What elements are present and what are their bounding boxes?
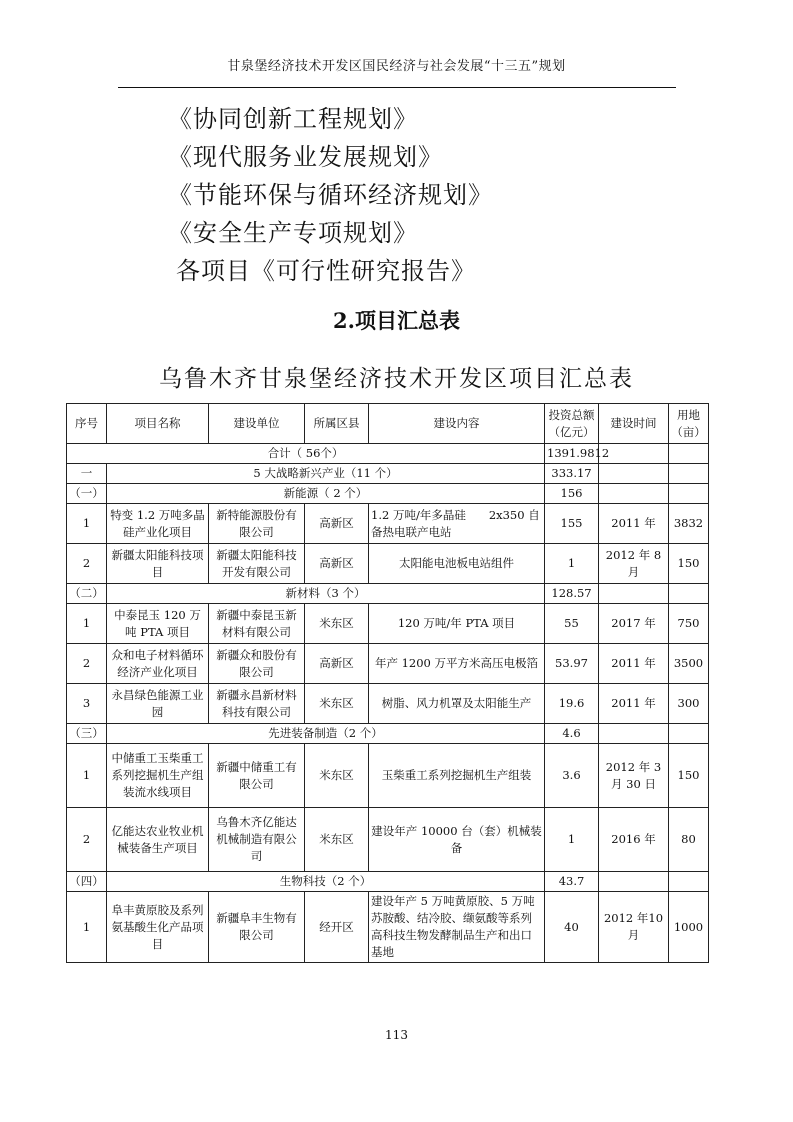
empty-cell: [599, 584, 669, 604]
project-name: 特变 1.2 万吨多晶硅产业化项目: [107, 504, 209, 544]
table-row: [67, 892, 709, 963]
header-rule: [118, 87, 676, 88]
district: 米东区: [305, 684, 369, 724]
row-no: 1: [67, 892, 107, 963]
row-no: 1: [67, 604, 107, 644]
construction-unit: 新疆中储重工有限公司: [209, 744, 305, 808]
table-header-row: [67, 404, 709, 444]
category-investment: 333.17: [545, 464, 599, 484]
construction-time: 2012 年 8 月: [599, 544, 669, 584]
table-row-group: [67, 724, 709, 744]
plan-list-item: 《节能环保与循环经济规划》: [168, 181, 493, 209]
district: 米东区: [305, 604, 369, 644]
construction-unit: 新疆永昌新材料科技有限公司: [209, 684, 305, 724]
district: 经开区: [305, 892, 369, 963]
page-header: 甘泉堡经济技术开发区国民经济与社会发展“十三五”规划: [227, 59, 566, 74]
investment: 40: [545, 892, 599, 963]
empty-cell: [599, 484, 669, 504]
empty-cell: [599, 872, 669, 892]
table-row-group: [67, 584, 709, 604]
row-no: 2: [67, 644, 107, 684]
group-label: 先进装备制造（2 个）: [107, 724, 545, 744]
construction-content: 建设年产 5 万吨黄原胶、5 万吨苏胺酸、结冷胶、缬氨酸等系列高科技生物发酵制品生产和出口基地: [369, 892, 545, 963]
category-no: 一: [67, 464, 107, 484]
investment: 1: [545, 808, 599, 872]
table-row: [67, 504, 709, 544]
project-name: 阜丰黄原胶及系列氨基酸生化产品项目: [107, 892, 209, 963]
table-body: [67, 444, 709, 963]
construction-time: 2011 年: [599, 504, 669, 544]
district: 高新区: [305, 544, 369, 584]
construction-content: 玉柴重工系列挖掘机生产组装: [369, 744, 545, 808]
construction-time: 2016 年: [599, 808, 669, 872]
project-name: 众和电子材料循环经济产业化项目: [107, 644, 209, 684]
group-no: （四）: [67, 872, 107, 892]
district: 米东区: [305, 744, 369, 808]
category-label: 5 大战略新兴产业（11 个）: [107, 464, 545, 484]
header-cell: 建设内容: [369, 404, 545, 444]
table-row: [67, 808, 709, 872]
table-row-group: [67, 484, 709, 504]
land-area: 750: [669, 604, 709, 644]
total-investment: 1391.9812: [545, 444, 599, 464]
table-title: 乌鲁木齐甘泉堡经济技术开发区项目汇总表: [159, 366, 634, 392]
empty-cell: [669, 872, 709, 892]
construction-unit: 新疆中泰昆玉新材料有限公司: [209, 604, 305, 644]
investment: 53.97: [545, 644, 599, 684]
header-cell: 建设时间: [599, 404, 669, 444]
construction-unit: 乌鲁木齐亿能达机械制造有限公司: [209, 808, 305, 872]
construction-content: 树脂、风力机罩及太阳能生产: [369, 684, 545, 724]
construction-unit: 新特能源股份有限公司: [209, 504, 305, 544]
construction-content: 建设年产 10000 台（套）机械装备: [369, 808, 545, 872]
construction-time: 2011 年: [599, 644, 669, 684]
group-investment: 43.7: [545, 872, 599, 892]
total-label: 合计（ 56个）: [67, 444, 545, 464]
construction-time: 2017 年: [599, 604, 669, 644]
header-cell: 投资总额 （亿元）: [545, 404, 599, 444]
plan-list-item: 各项目《可行性研究报告》: [176, 257, 476, 285]
empty-cell: [599, 444, 669, 464]
row-no: 2: [67, 544, 107, 584]
group-investment: 156: [545, 484, 599, 504]
table-row: [67, 644, 709, 684]
investment: 3.6: [545, 744, 599, 808]
group-label: 新材料（3 个）: [107, 584, 545, 604]
empty-cell: [669, 484, 709, 504]
header-cell: 建设单位: [209, 404, 305, 444]
group-label: 生物科技（2 个）: [107, 872, 545, 892]
row-no: 1: [67, 744, 107, 808]
investment: 19.6: [545, 684, 599, 724]
page-number: 113: [385, 1028, 408, 1042]
empty-cell: [669, 464, 709, 484]
district: 高新区: [305, 644, 369, 684]
investment: 1: [545, 544, 599, 584]
district: 米东区: [305, 808, 369, 872]
construction-content: 120 万吨/年 PTA 项目: [369, 604, 545, 644]
project-name: 亿能达农业牧业机械装备生产项目: [107, 808, 209, 872]
land-area: 80: [669, 808, 709, 872]
construction-content: 太阳能电池板电站组件: [369, 544, 545, 584]
investment: 155: [545, 504, 599, 544]
header-cell: 所属区县: [305, 404, 369, 444]
empty-cell: [669, 584, 709, 604]
empty-cell: [669, 724, 709, 744]
project-name: 中储重工玉柴重工系列挖掘机生产组装流水线项目: [107, 744, 209, 808]
land-area: 150: [669, 744, 709, 808]
group-no: （二）: [67, 584, 107, 604]
land-area: 300: [669, 684, 709, 724]
plan-list: [168, 100, 493, 290]
construction-time: 2011 年: [599, 684, 669, 724]
row-no: 3: [67, 684, 107, 724]
land-area: 1000: [669, 892, 709, 963]
section-title: 2.项目汇总表: [333, 308, 460, 333]
plan-list-item: 《安全生产专项规划》: [168, 219, 418, 247]
investment: 55: [545, 604, 599, 644]
table-row: [67, 604, 709, 644]
land-area: 150: [669, 544, 709, 584]
construction-unit: 新疆众和股份有限公司: [209, 644, 305, 684]
construction-content: 1.2 万吨/年多晶硅 2x350 自备热电联产电站: [369, 504, 545, 544]
plan-list-item: 《现代服务业发展规划》: [168, 143, 443, 171]
group-no: （三）: [67, 724, 107, 744]
group-no: （一）: [67, 484, 107, 504]
construction-content: 年产 1200 万平方米高压电极箔: [369, 644, 545, 684]
construction-unit: 新疆太阳能科技开发有限公司: [209, 544, 305, 584]
construction-time: 2012 年10月: [599, 892, 669, 963]
plan-list-item: 《协同创新工程规划》: [168, 105, 418, 133]
table-row: [67, 684, 709, 724]
district: 高新区: [305, 504, 369, 544]
header-cell: 用地 （亩）: [669, 404, 709, 444]
land-area: 3500: [669, 644, 709, 684]
row-no: 1: [67, 504, 107, 544]
project-name: 中泰昆玉 120 万吨 PTA 项目: [107, 604, 209, 644]
project-name: 永昌绿色能源工业园: [107, 684, 209, 724]
group-investment: 4.6: [545, 724, 599, 744]
empty-cell: [599, 724, 669, 744]
project-name: 新疆太阳能科技项目: [107, 544, 209, 584]
table-row-total: [67, 444, 709, 464]
table-row-category: [67, 464, 709, 484]
table-row: [67, 544, 709, 584]
row-no: 2: [67, 808, 107, 872]
group-investment: 128.57: [545, 584, 599, 604]
land-area: 3832: [669, 504, 709, 544]
header-cell: 项目名称: [107, 404, 209, 444]
construction-time: 2012 年 3 月 30 日: [599, 744, 669, 808]
construction-unit: 新疆阜丰生物有限公司: [209, 892, 305, 963]
group-label: 新能源（ 2 个）: [107, 484, 545, 504]
table-row: [67, 744, 709, 808]
header-cell: 序号: [67, 404, 107, 444]
empty-cell: [599, 464, 669, 484]
table-row-group: [67, 872, 709, 892]
project-summary-table: [66, 403, 709, 963]
empty-cell: [669, 444, 709, 464]
